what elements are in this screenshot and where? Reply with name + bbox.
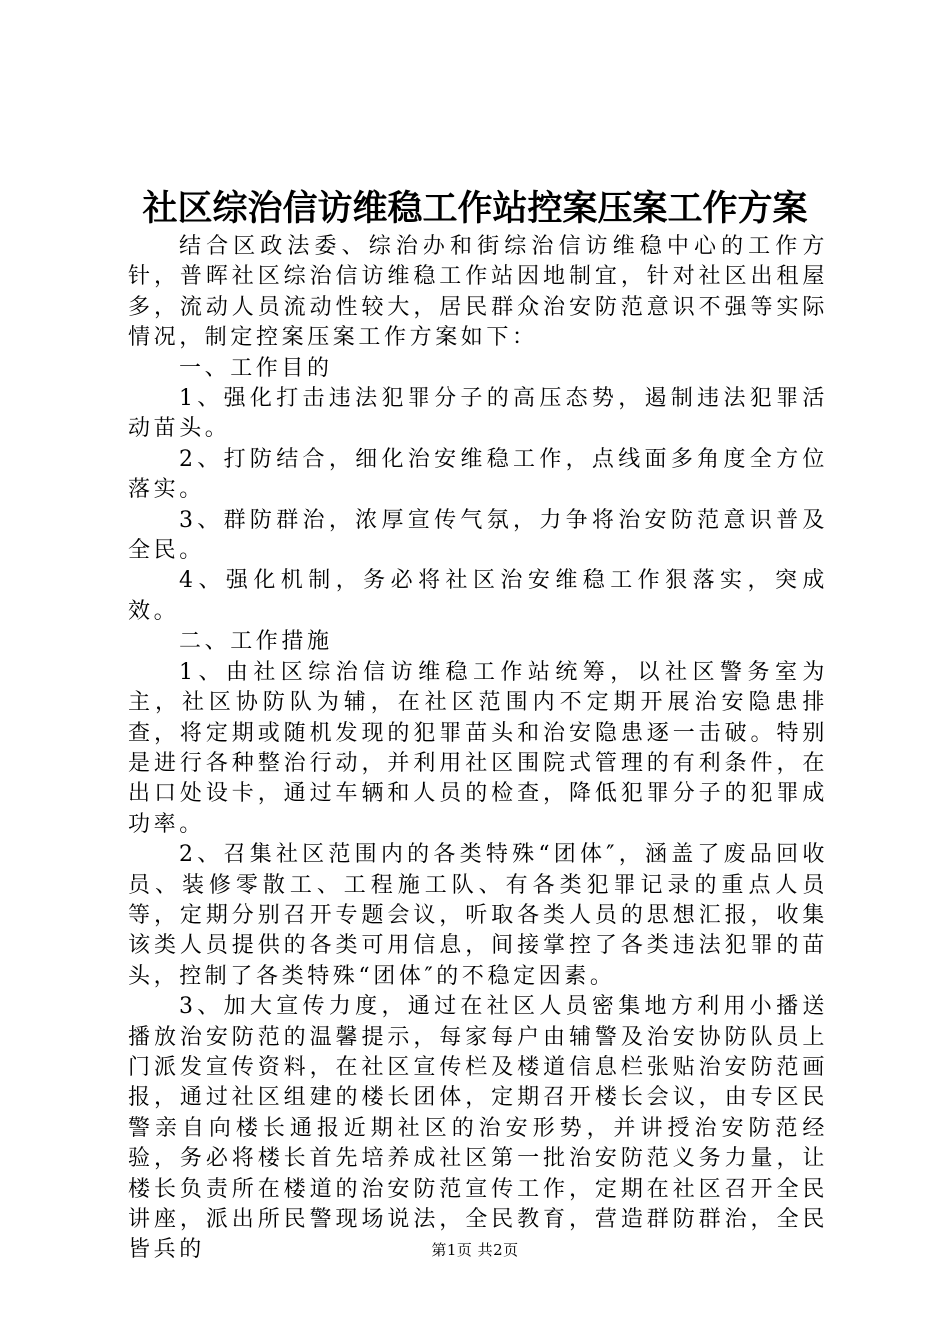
goal-item: 1、强化打击违法犯罪分子的高压态势，遏制违法犯罪活动苗头。 <box>128 386 828 442</box>
measure-item: 3、加大宣传力度，通过在社区人员密集地方利用小播送播放治安防范的温馨提示，每家每户由辅警及治安协防队员上门派发宣传资料，在社区宣传栏及楼道信息栏张贴治安防范画报，通过社区组建的楼长团体，定期召开楼长会议，由专区民警亲自向楼长通报近期社区的治安形势，并讲授治安防范经验，务必将楼长首先培养成社区第一批治安防范义务力量，让楼长负责所在楼道的治安防范宣传工作，定期在社区召开全民讲座，派出所民警现场说法，全民教育，营造群防群治，全民皆兵的 <box>128 994 828 1263</box>
section-heading-goals: 一、工作目的 <box>179 355 333 381</box>
page-number-footer: 第1页 共2页 <box>431 1241 519 1259</box>
document-title: 社区综治信访维稳工作站控案压案工作方案 <box>142 188 808 229</box>
document-body <box>128 232 828 1266</box>
goal-item: 2、打防结合，细化治安维稳工作，点线面多角度全方位落实。 <box>128 446 828 503</box>
measure-item: 1、由社区综治信访维稳工作站统筹，以社区警务室为主，社区协防队为辅，在社区范围内不定期开展治安隐患排查，将定期或随机发现的犯罪苗头和治安隐患逐一击破。特别是进行各种整治行动，并利用社区围院式管理的有利条件，在出口处设卡，通过车辆和人员的检查，降低犯罪分子的犯罪成功率。 <box>128 659 828 837</box>
measure-item: 2、召集社区范围内的各类特殊“团体″，涵盖了废品回收员、装修零散工、工程施工队、有各类犯罪记录的重点人员等，定期分别召开专题会议，听取各类人员的思想汇报，收集该类人员提供的各类可用信息，间接掌控了各类违法犯罪的苗头，控制了各类特殊“团体″的不稳定因素。 <box>128 842 828 989</box>
intro-paragraph: 结合区政法委、综治办和街综治信访维稳中心的工作方针，普晖社区综治信访维稳工作站因地制宜，针对社区出租屋多，流动人员流动性较大，居民群众治安防范意识不强等实际情况，制定控案压案工作方案如下： <box>128 234 828 351</box>
goal-item: 3、群防群治，浓厚宣传气氛，力争将治安防范意识普及全民。 <box>128 507 828 564</box>
goal-item: 4、强化机制，务必将社区治安维稳工作狠落实，突成效。 <box>128 568 828 624</box>
section-heading-measures: 二、工作措施 <box>179 629 333 655</box>
